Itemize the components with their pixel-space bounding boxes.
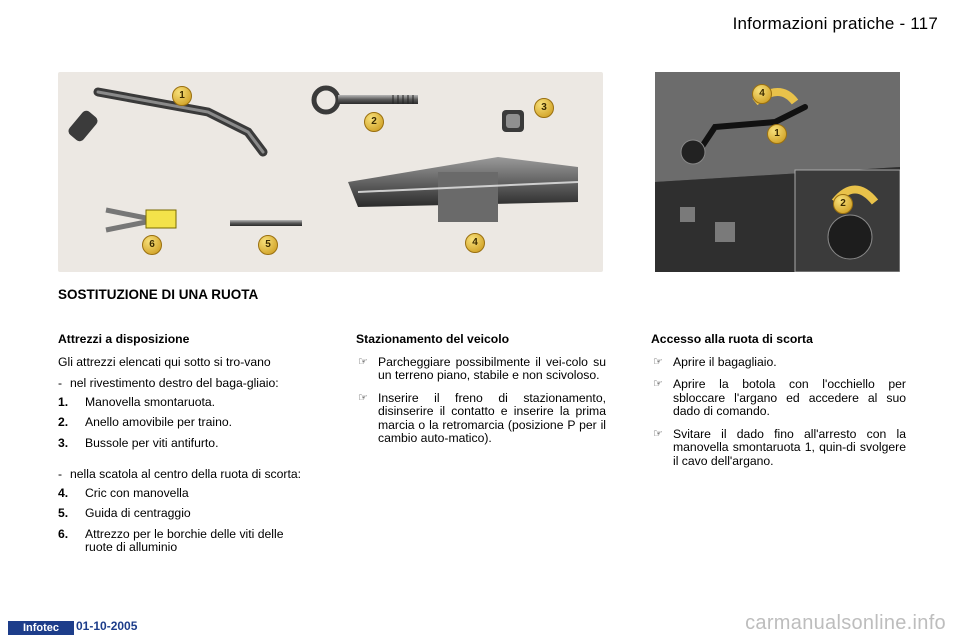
latch-icon bbox=[715, 222, 735, 242]
tools-intro: Gli attrezzi elencati qui sotto si tro-vano bbox=[58, 354, 271, 369]
bullet-item bbox=[356, 356, 606, 383]
list-item bbox=[58, 507, 308, 521]
pointing-hand-icon: ☞ bbox=[358, 355, 368, 368]
item-text: Manovella smontaruota. bbox=[85, 394, 216, 409]
dash-symbol: - bbox=[58, 467, 63, 481]
list-item bbox=[58, 528, 308, 555]
footer-watermark: carmanualsonline.info bbox=[745, 612, 946, 634]
dash-symbol: - bbox=[58, 376, 63, 390]
wheel-wrench-icon bbox=[66, 92, 263, 152]
group1-label: nel rivestimento destro del baga-gliaio: bbox=[70, 376, 279, 390]
item-number: 2. bbox=[58, 415, 69, 429]
jack-icon bbox=[348, 157, 578, 222]
item-text: Anello amovibile per traino. bbox=[85, 415, 233, 429]
callout-3: 3 bbox=[534, 98, 554, 118]
tools-drawing bbox=[58, 72, 603, 272]
towing-eye-icon bbox=[314, 88, 418, 112]
tools-illustration bbox=[58, 72, 603, 272]
trunk-callout-2: 2 bbox=[833, 194, 853, 214]
bullet-text: Svitare il dado fino all'arresto con la manovella smontaruota 1, quin-di svolgere il cavo dell'argano. bbox=[673, 426, 906, 468]
bullet-text: Aprire il bagagliaio. bbox=[673, 354, 777, 369]
pointing-hand-icon: ☞ bbox=[358, 391, 368, 404]
item-number: 3. bbox=[58, 435, 69, 450]
trunk-drawing bbox=[655, 72, 900, 272]
pointing-hand-icon: ☞ bbox=[653, 427, 663, 440]
group1-label-row bbox=[58, 377, 308, 391]
section-title: SOSTITUZIONE DI UNA RUOTA bbox=[58, 287, 259, 302]
item-text: Bussole per viti antifurto. bbox=[85, 435, 219, 450]
page-header-title: Informazioni pratiche - 117 bbox=[732, 14, 938, 33]
spare-wheel-column bbox=[651, 333, 906, 477]
bullet-item bbox=[651, 428, 906, 469]
list-item bbox=[58, 396, 308, 410]
item-text: Attrezzo per le borchie delle viti delle ruote di alluminio bbox=[85, 526, 284, 554]
group2-label-row bbox=[58, 468, 308, 482]
bullet-item bbox=[356, 392, 606, 446]
item-number: 5. bbox=[58, 506, 69, 520]
trunk-callout-1: 1 bbox=[767, 124, 787, 144]
callout-1: 1 bbox=[172, 86, 192, 106]
spare-heading: Accesso alla ruota di scorta bbox=[651, 332, 813, 346]
list-item bbox=[58, 416, 308, 430]
pointing-hand-icon: ☞ bbox=[653, 355, 663, 368]
trunk-illustration bbox=[655, 72, 900, 272]
callout-6: 6 bbox=[142, 235, 162, 255]
bullet-item bbox=[651, 378, 906, 419]
item-text: Cric con manovella bbox=[85, 485, 189, 500]
callout-4: 4 bbox=[465, 233, 485, 253]
bullet-item bbox=[651, 356, 906, 370]
infotec-logo: Infotec bbox=[8, 621, 74, 635]
item-number: 4. bbox=[58, 485, 69, 500]
footer-date: 01-10-2005 bbox=[76, 619, 138, 633]
trunk-callout-4: 4 bbox=[752, 84, 772, 104]
bullet-text: Inserire il freno di stazionamento, disinserire il contatto e inserire la prima marcia o la retromarcia (posizione P per il cambio auto-matico). bbox=[378, 390, 606, 445]
tools-column bbox=[58, 333, 308, 562]
item-text: Guida di centraggio bbox=[85, 506, 191, 520]
pointing-hand-icon: ☞ bbox=[653, 378, 663, 390]
item-number: 6. bbox=[58, 526, 69, 541]
antitheft-socket-icon bbox=[502, 110, 524, 132]
parking-heading: Stazionamento del veicolo bbox=[356, 332, 510, 346]
item-number: 1. bbox=[58, 394, 69, 409]
trim-tool-icon bbox=[106, 210, 176, 230]
callout-5: 5 bbox=[258, 235, 278, 255]
bullet-text: Parcheggiare possibilmente il vei-colo su un terreno piano, stabile e non scivoloso. bbox=[378, 354, 606, 382]
list-item bbox=[58, 487, 308, 501]
list-item bbox=[58, 437, 308, 451]
group2-label: nella scatola al centro della ruota di scorta: bbox=[70, 467, 302, 481]
parking-column bbox=[356, 333, 606, 455]
callout-2: 2 bbox=[364, 112, 384, 132]
bullet-text: Aprire la botola con l'occhiello per sbloccare l'argano ed accedere al suo dado di comando. bbox=[673, 377, 906, 418]
tools-heading: Attrezzi a disposizione bbox=[58, 332, 190, 346]
centering-guide-icon bbox=[230, 220, 302, 226]
